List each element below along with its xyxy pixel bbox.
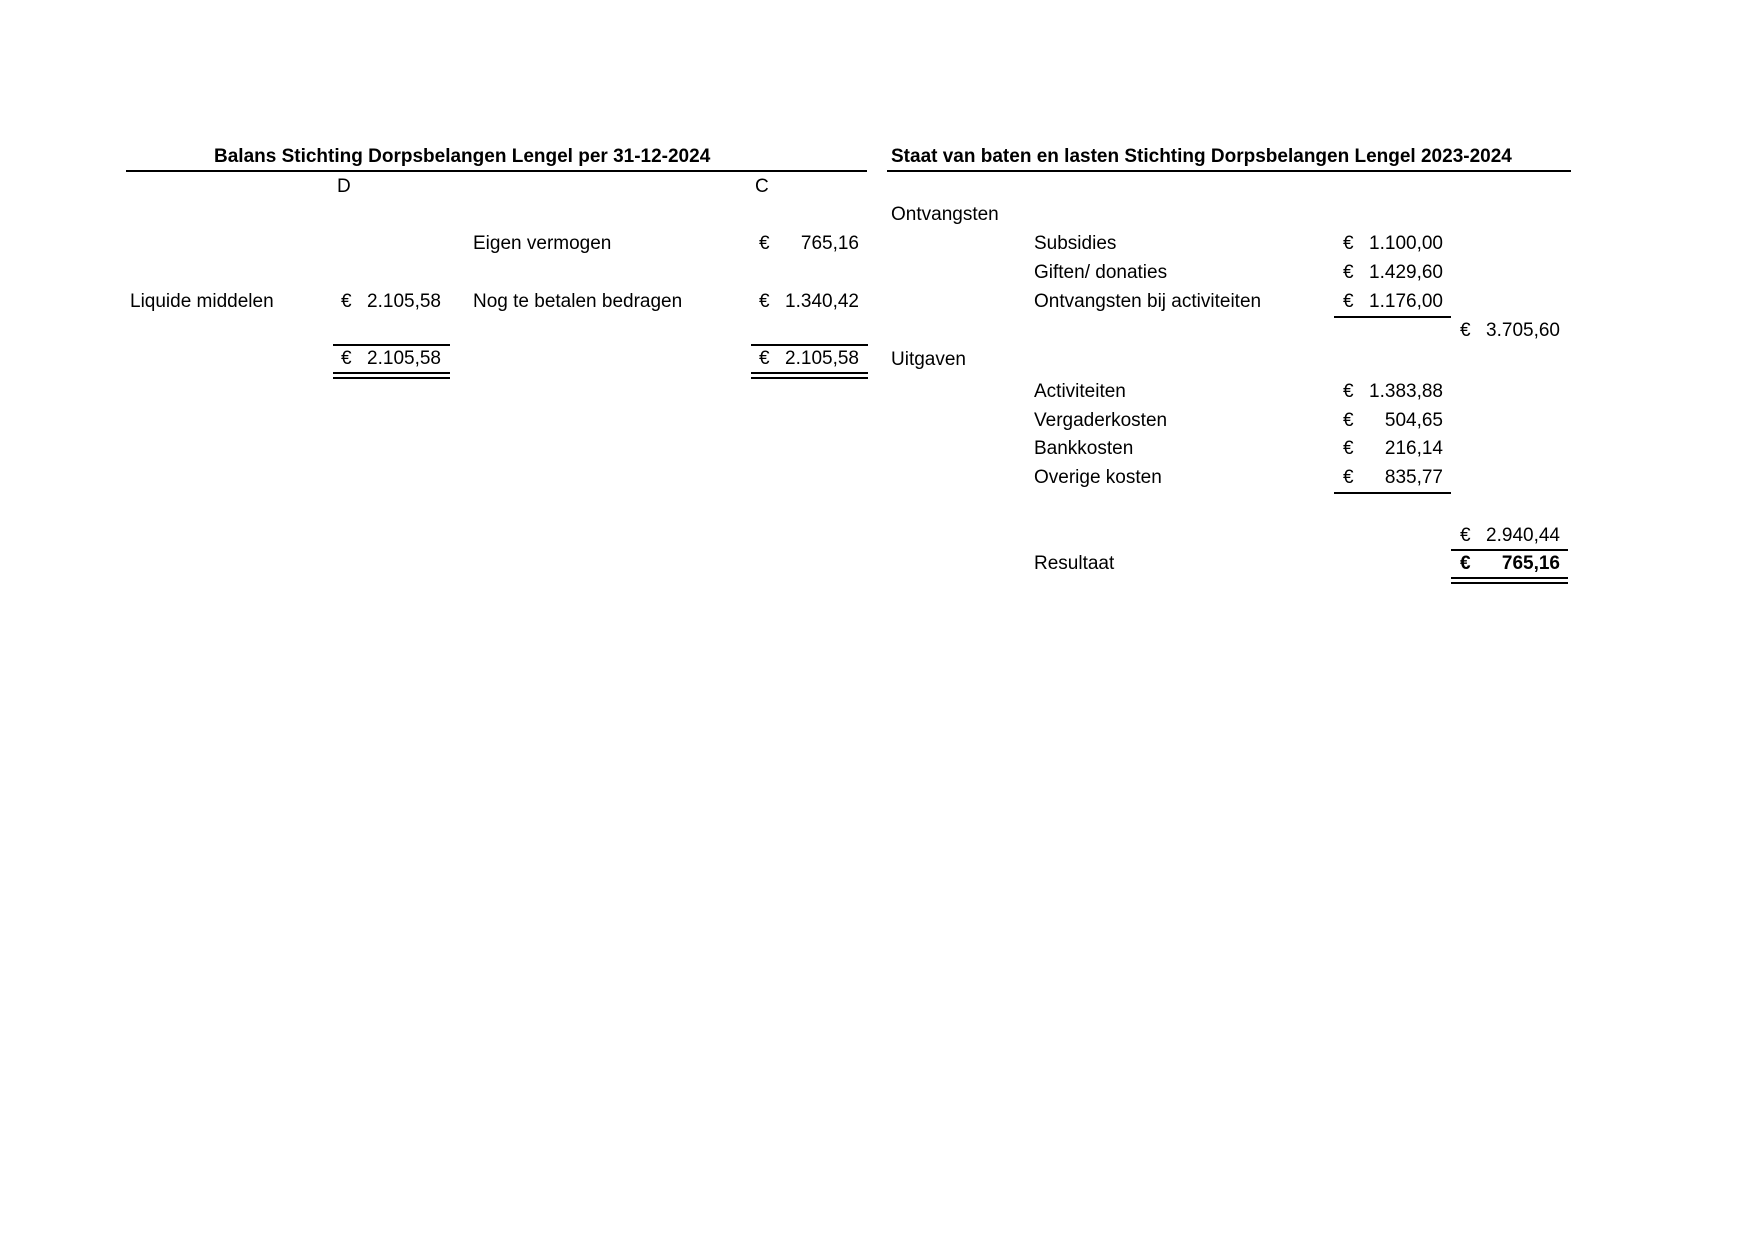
- expense-label-bankkosten: Bankkosten: [1034, 438, 1134, 459]
- result-double-underline: [1451, 577, 1568, 584]
- expense-amount-bankkosten: € 216,14: [1343, 438, 1443, 459]
- result-line: [1451, 549, 1568, 551]
- receipt-amount-subsidies: € 1.100,00: [1343, 233, 1443, 254]
- receipt-amount-activiteiten: € 1.176,00: [1343, 291, 1443, 312]
- result-amount: € 765,16: [1460, 553, 1560, 574]
- expense-amount-vergaderkosten: € 504,65: [1343, 410, 1443, 431]
- expense-amount-overige: € 835,77: [1343, 467, 1443, 488]
- expenses-total-amount: € 2.940,44: [1460, 525, 1560, 546]
- credit-total-double-underline: [751, 372, 868, 379]
- expenses-subtotal-line: [1334, 492, 1451, 494]
- credit-total-amount: € 2.105,58: [759, 348, 859, 369]
- debit-total-amount: € 2.105,58: [341, 348, 441, 369]
- receipt-label-subsidies: Subsidies: [1034, 233, 1117, 254]
- income-statement-title: Staat van baten en lasten Stichting Dorpsbelangen Lengel 2023-2024: [891, 146, 1512, 167]
- credit-subtotal-line: [751, 344, 868, 346]
- income-statement-title-underline: [887, 170, 1571, 172]
- result-label: Resultaat: [1034, 553, 1115, 574]
- receipts-subtotal-line: [1334, 316, 1451, 318]
- receipt-amount-giften: € 1.429,60: [1343, 262, 1443, 283]
- receipts-heading: Ontvangsten: [891, 204, 999, 225]
- nog-te-betalen-amount: € 1.340,42: [759, 291, 859, 312]
- expense-amount-activiteiten: € 1.383,88: [1343, 381, 1443, 402]
- liquide-middelen-label: Liquide middelen: [130, 291, 274, 312]
- receipt-label-activiteiten: Ontvangsten bij activiteiten: [1034, 291, 1262, 312]
- balance-title-underline: [126, 170, 867, 172]
- receipts-total-amount: € 3.705,60: [1460, 320, 1560, 341]
- credit-header: C: [755, 176, 769, 197]
- expense-label-overige: Overige kosten: [1034, 467, 1162, 488]
- debit-subtotal-line: [333, 344, 450, 346]
- expenses-heading: Uitgaven: [891, 349, 966, 370]
- balance-title: Balans Stichting Dorpsbelangen Lengel per 31-12-2024: [214, 146, 711, 167]
- liquide-middelen-amount: € 2.105,58: [341, 291, 441, 312]
- eigen-vermogen-amount: € 765,16: [759, 233, 859, 254]
- expense-label-activiteiten: Activiteiten: [1034, 381, 1126, 402]
- debit-header: D: [337, 176, 351, 197]
- eigen-vermogen-label: Eigen vermogen: [473, 233, 612, 254]
- nog-te-betalen-label: Nog te betalen bedragen: [473, 291, 683, 312]
- debit-total-double-underline: [333, 372, 450, 379]
- receipt-label-giften: Giften/ donaties: [1034, 262, 1168, 283]
- expense-label-vergaderkosten: Vergaderkosten: [1034, 410, 1168, 431]
